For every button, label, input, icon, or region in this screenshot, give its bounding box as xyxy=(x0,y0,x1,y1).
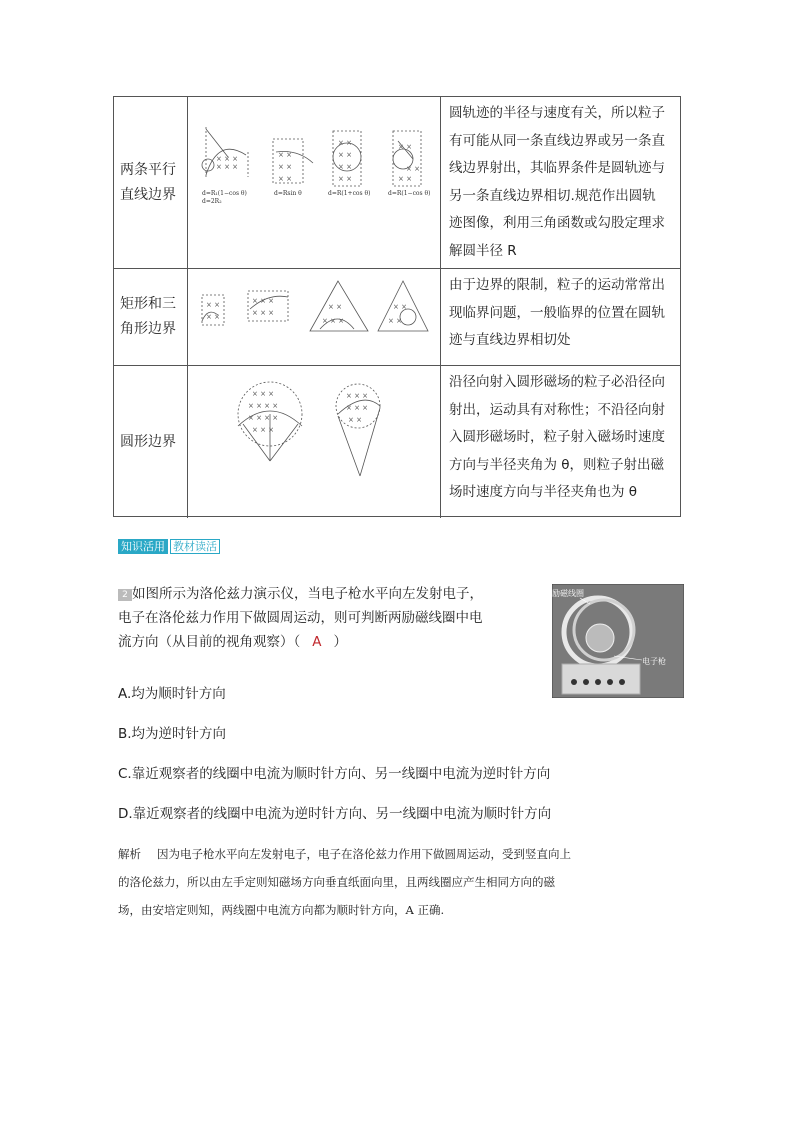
table-row xyxy=(114,269,680,366)
boundary-name-line: 角形边界 xyxy=(120,321,176,337)
svg-text:× ×: × × xyxy=(406,165,420,173)
svg-text:× ×: × × xyxy=(388,317,402,325)
svg-text:× ×: × × xyxy=(338,151,352,159)
svg-text:× × ×: × × × xyxy=(252,309,275,317)
svg-text:× ×: × × xyxy=(278,163,292,171)
svg-text:× ×: × × xyxy=(278,151,292,159)
question-line: 如图所示为洛伦兹力演示仪，当电子枪水平向左发射电子， xyxy=(132,586,483,602)
description-line: 由于边界的限制，粒子的运动常常出 xyxy=(449,277,665,293)
question-line: 电子在洛伦兹力作用下做圆周运动，则可判断两励磁线圈中电 xyxy=(118,610,483,626)
svg-text:× ×: × × xyxy=(278,175,292,183)
description-line: 迹与直线边界相切处 xyxy=(449,332,571,348)
svg-text:× × ×: × × × xyxy=(346,404,369,412)
description-line: 迹图像，利用三角函数或勾股定理求 xyxy=(449,215,665,231)
svg-text:× × ×: × × × xyxy=(346,392,369,400)
tag-knowledge-use: 知识活用 xyxy=(118,539,168,554)
svg-text:× ×: × × xyxy=(206,313,220,321)
figure-caption: d=R₁(1−cos θ) xyxy=(202,190,247,197)
parallel-boundary-figures xyxy=(188,97,441,269)
boundary-type-cell xyxy=(114,97,188,268)
description-line: 线边界射出，其临界条件是圆轨迹与 xyxy=(449,160,665,176)
question-number: 2 xyxy=(118,589,132,601)
svg-text:× × ×: × × × xyxy=(252,297,275,305)
option-d: D.靠近观察者的线圈中电流为逆时针方向、另一线圈中电流为顺时针方向 xyxy=(118,806,552,822)
description-cell xyxy=(441,366,680,518)
table-row xyxy=(114,366,680,518)
figure-cell-rect-triangle xyxy=(188,269,441,365)
rect-triangle-figures xyxy=(188,269,441,366)
description-line: 有可能从同一条直线边界或另一条直 xyxy=(449,132,665,149)
boundary-type-cell xyxy=(114,269,188,365)
description-line: 方向与半径夹角为 θ，则粒子射出磁 xyxy=(449,456,665,473)
description-cell xyxy=(441,269,680,365)
option-b: B.均为逆时针方向 xyxy=(118,726,227,742)
svg-text:× ×: × × xyxy=(338,139,352,147)
figure-cell-parallel xyxy=(188,97,441,268)
figure-caption: d=2R₂ xyxy=(202,198,222,205)
section-tags xyxy=(118,539,220,554)
boundary-name-line: 两条平行 xyxy=(120,161,176,178)
svg-text:× × ×: × × × xyxy=(252,426,275,434)
svg-text:× × ×: × × × xyxy=(322,317,345,325)
svg-text:× × × ×: × × × × xyxy=(248,414,279,422)
figure-caption: d=R(1−cos θ) xyxy=(388,190,431,197)
lorentz-demonstrator-photo xyxy=(552,584,684,698)
description-line: 场时速度方向与半径夹角也为 θ xyxy=(449,484,638,500)
description-line: 解圆半径 R xyxy=(449,242,517,259)
question-line: 流方向（从目前的视角观察）（ xyxy=(118,634,301,650)
description-cell xyxy=(441,97,680,268)
svg-text:× ×: × × xyxy=(338,163,352,171)
svg-text:× × × ×: × × × × xyxy=(248,402,279,410)
solution-line: 因为电子枪水平向左发射电子，电子在洛伦兹力作用下做圆周运动，受到竖直向上 xyxy=(157,847,571,861)
photo-label-gun: 电子枪 xyxy=(642,657,666,666)
svg-text:× ×: × × xyxy=(348,416,362,424)
description-line: 入圆形磁场时，粒子射入磁场时速度 xyxy=(449,429,665,445)
svg-text:× ×: × × xyxy=(206,301,220,309)
option-c: C.靠近观察者的线圈中电流为顺时针方向、另一线圈中电流为逆时针方向 xyxy=(118,766,551,782)
svg-text:× ×: × × xyxy=(398,175,412,183)
boundary-name-line: 圆形边界 xyxy=(120,433,176,450)
svg-text:× × ×: × × × xyxy=(216,163,239,171)
boundary-name-line: 直线边界 xyxy=(120,186,176,203)
description-line: 圆轨迹的半径与速度有关，所以粒子 xyxy=(449,105,665,121)
boundary-table xyxy=(113,96,681,517)
svg-text:× ×: × × xyxy=(338,175,352,183)
photo-label-coil: 励磁线圈 xyxy=(552,589,584,598)
svg-text:× ×: × × xyxy=(393,303,407,311)
svg-text:× ×: × × xyxy=(398,143,412,151)
boundary-type-cell xyxy=(114,366,188,518)
description-line: 射出，运动具有对称性；不沿径向射 xyxy=(449,401,665,418)
table-row xyxy=(114,97,680,269)
description-line: 现临界问题，一般临界的位置在圆轨 xyxy=(449,304,665,321)
question-bracket: ） xyxy=(333,634,347,650)
description-line: 沿径向射入圆形磁场的粒子必沿径向 xyxy=(449,374,665,390)
tag-textbook-reading: 教材读活 xyxy=(170,539,220,554)
question-stem xyxy=(118,582,503,654)
svg-text:× × ×: × × × xyxy=(216,155,239,163)
description-line: 另一条直线边界相切.规范作出圆轨 xyxy=(449,187,656,204)
solution-line: 的洛伦兹力，所以由左手定则知磁场方向垂直纸面向里，且两线圈应产生相同方向的磁 xyxy=(118,875,555,889)
solution-label: 解析 xyxy=(118,847,141,861)
svg-text:× ×: × × xyxy=(328,303,342,311)
figure-cell-circle xyxy=(188,366,441,518)
figure-caption: d=Rsin θ xyxy=(274,190,302,197)
boundary-name-line: 矩形和三 xyxy=(120,296,176,312)
svg-text:× × ×: × × × xyxy=(252,390,275,398)
solution-line: 场，由安培定则知，两线圈中电流方向都为顺时针方向，A 正确. xyxy=(118,903,445,917)
figure-caption: d=R(1+cos θ) xyxy=(328,190,371,197)
circular-boundary-figures xyxy=(188,366,441,518)
option-a: A.均为顺时针方向 xyxy=(118,686,226,702)
answer-mark: A xyxy=(312,634,322,650)
solution-block xyxy=(118,840,678,924)
